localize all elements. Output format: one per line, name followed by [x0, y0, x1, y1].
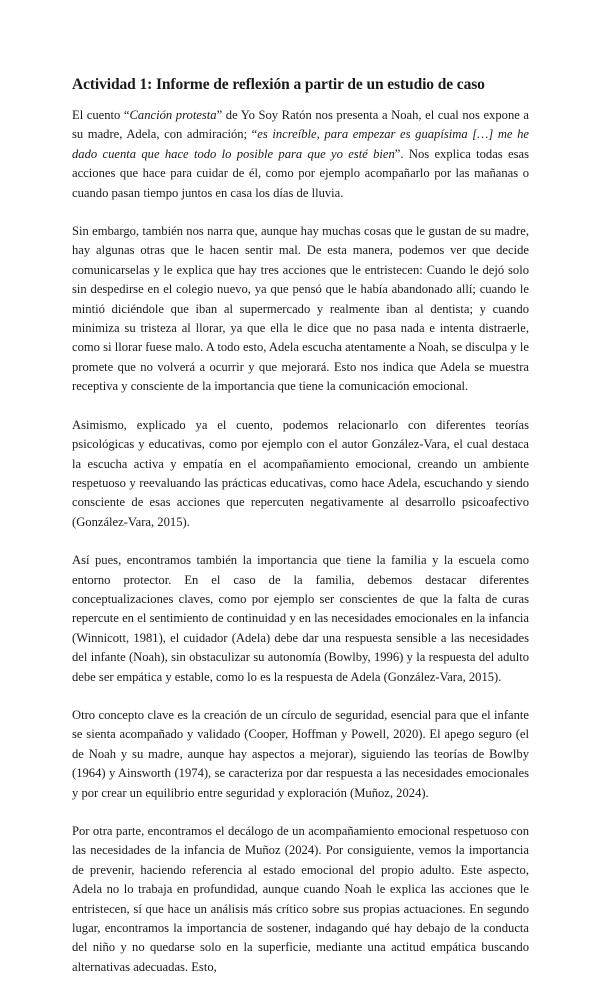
document-title: Actividad 1: Informe de reflexión a partir de un estudio de caso	[72, 76, 485, 93]
story-title: Canción protesta	[129, 108, 217, 122]
quote: es increíble, para empezar es guapísima […] me he dado cuenta que hace todo lo posible para que yo esté bien	[72, 127, 530, 161]
text: El cuento “	[72, 108, 130, 122]
paragraph-5: Otro concepto clave es la creación de un círculo de seguridad, esencial para que el infante se sienta acompañado y validado (Cooper, Hoffman y Powell, 2020). El apego seguro (el de Noah y su madre, aunque hay aspectos a mejorar), siguiendo las teorías de Bowlby (1964) y Ainsworth (1974), se caracteriza por dar respuesta a las necesidades emocionales y por crear un equilibrio entre seguridad y exploración (Muñoz, 2024).	[72, 707, 529, 800]
paragraph-3: Asimismo, explicado ya el cuento, podemos relacionarlo con diferentes teorías psicológicas y educativas, como por ejemplo con el autor González-Vara, el cual destaca la escucha activa y empatía en el acompañamiento emocional, creando un ambiente respetuoso y reevaluando las prácticas educativas, como hace Adela, escuchando y siendo consciente de esas acciones que repercuten negativamente al desarrollo psicoafectivo (González-Vara, 2015).	[72, 417, 529, 529]
text: ”. Nos explica todas esas acciones que hace para cuidar de él, como por ejemplo acompañarlo por las mañanas o cuando pasan tiempo juntos en casa los días de lluvia.	[72, 146, 529, 200]
paragraph-2: Sin embargo, también nos narra que, aunque hay muchas cosas que le gustan de su madre, hay algunas otras que le hacen sentir mal. De esta manera, podemos ver que decide comunicarselas y le explica que hay tres acciones que le entristecen: Cuando le dejó solo sin despedirse en el colegio nuevo, ya que pensó que le había abandonado allí; cuando le mintió diciéndole que iban al supermercado y realmente iban al dentista; y cuando minimiza su tristeza al llorar, ya que ella le dice que no pasa nada e intenta distraerle, como si llorar fuese malo. A todo esto, Adela escucha atentamente a Noah, se disculpa y le promete que no volverá a ocurrir y que mejorará. Esto nos indica que Adela se muestra receptiva y consciente de la importancia que tiene la comunicación emocional.	[72, 224, 529, 394]
document-page	[72, 74, 529, 996]
paragraph-6: Por otra parte, encontramos el decálogo de un acompañamiento emocional respetuoso con las necesidades de la infancia de Muñoz (2024). Por consiguiente, vemos la importancia de prevenir, haciendo referencia al estado emocional del propio adulto. Este aspecto, Adela no lo trabaja en profundidad, aunque cuando Noah le explica las acciones que le entristecen, sí que hace un análisis más crítico sobre sus propias actuaciones. En segundo lugar, encontramos la importancia de sostener, indagando qué hay debajo de la conducta del niño y no quedarse solo en la superficie, mediante una actitud empática buscando alternativas adecuadas. Esto,	[72, 824, 529, 974]
text: ” de Yo Soy Ratón nos presenta a Noah, el cual nos expone a su madre, Adela, con admiración; “	[72, 108, 530, 142]
paragraph-intro	[72, 106, 529, 203]
paragraph-4: Así pues, encontramos también la importancia que tiene la familia y la escuela como entorno protector. En el caso de la familia, debemos destacar diferentes conceptualizaciones claves, como por ejemplo ser conscientes de que la falta de curas repercute en el sentimiento de continuidad y en las necesidades emocionales en la infancia (Winnicott, 1981), el cuidador (Adela) debe dar una respuesta sensible a las necesidades del infante (Noah), sin obstaculizar su autonomía (Bowlby, 1996) y la respuesta del adulto debe ser empática y estable, como lo es la respuesta de Adela (González-Vara, 2015).	[72, 553, 529, 684]
